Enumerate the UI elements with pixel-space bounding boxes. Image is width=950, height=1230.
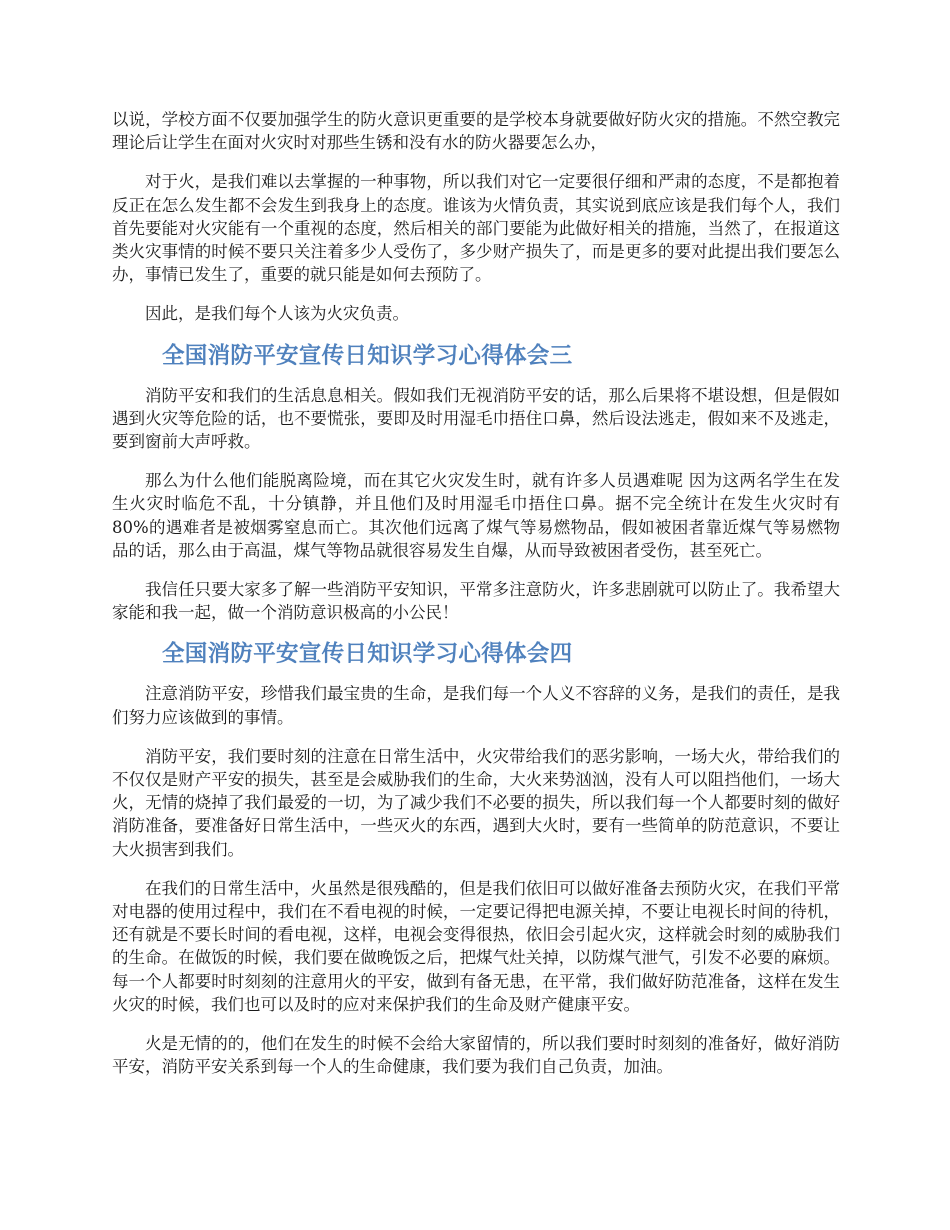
- paragraph-6: 我信任只要大家多了解一些消防平安知识，平常多注意防火，许多悲剧就可以防止了。我希望大家能和我一起，做一个消防意识极高的小公民！: [112, 580, 840, 623]
- paragraph-2: 对于火，是我们难以去掌握的一种事物，所以我们对它一定要很仔细和严肃的态度，不是都抱着反正在怎么发生都不会发生到我身上的态度。谁该为火情负责，其实说到底应该是我们每个人，我们首先要能对火灾能有一个重视的态度，然后相关的部门要能为此做好相关的措施，当然了，在报道这类火灾事情的时候不要只关注着多少人受伤了，多少财产损失了，而是更多的要对此提出我们要怎么办，事情已发生了，重要的就只能是如何去预防了。: [112, 172, 840, 285]
- paragraph-3: 因此，是我们每个人该为火灾负责。: [145, 304, 409, 324]
- paragraph-8: 消防平安，我们要时刻的注意在日常生活中，火灾带给我们的恶劣影响，一场大火，带给我们的不仅仅是财产平安的损失，甚至是会威胁我们的生命，大火来势汹汹，没有人可以阻挡他们，一场大火，无情的烧掉了我们最爱的一切，为了减少我们不必要的损失，所以我们每一个人都要时刻的做好消防准备，要准备好日常生活中，一些灭火的东西，遇到大火时，要有一些简单的防范意识，不要让大火损害到我们。: [112, 746, 840, 859]
- document-body: [112, 108, 840, 1079]
- section-heading-4: 全国消防平安宣传日知识学习心得体会四: [162, 641, 573, 668]
- paragraph-4: 消防平安和我们的生活息息相关。假如我们无视消防平安的话，那么后果将不堪设想，但是假如遇到火灾等危险的话，也不要慌张，要即及时用湿毛巾捂住口鼻，然后设法逃走，假如来不及逃走，要到窗前大声呼救。: [112, 385, 840, 452]
- paragraph-5: 那么为什么他们能脱离险境，而在其它火灾发生时，就有许多人员遇难呢 因为这两名学生在发生火灾时临危不乱，十分镇静，并且他们及时用湿毛巾捂住口鼻。据不完全统计在发生火灾时有 80%的遇难者是被烟雾窒息而亡。其次他们远离了煤气等易燃物品，假如被困者靠近煤气等易燃物品的话，那么由于高温，煤气等物品就很容易发生自爆，从而导致被困者受伤，甚至死亡。: [112, 471, 840, 560]
- paragraph-9: 在我们的日常生活中，火虽然是很残酷的，但是我们依旧可以做好准备去预防火灾，在我们平常对电器的使用过程中，我们在不看电视的时候，一定要记得把电源关掉，不要让电视长时间的待机，还有就是不要长时间的看电视，这样，电视会变得很热，依旧会引起火灾，这样就会时刻的威胁我们的生命。在做饭的时候，我们要在做晚饭之后，把煤气灶关掉，以防煤气泄气，引发不必要的麻烦。每一个人都要时时刻刻的注意用火的平安，做到有备无患，在平常，我们做好防范准备，这样在发生火灾的时候，我们也可以及时的应对来保护我们的生命及财产健康平安。: [112, 878, 840, 1014]
- paragraph-10: 火是无情的的，他们在发生的时候不会给大家留情的，所以我们要时时刻刻的准备好，做好消防平安，消防平安关系到每一个人的生命健康，我们要为我们自己负责，加油。: [112, 1034, 840, 1077]
- paragraph-7: 注意消防平安，珍惜我们最宝贵的生命，是我们每一个人义不容辞的义务，是我们的责任，是我们努力应该做到的事情。: [112, 684, 840, 727]
- section-heading-3: 全国消防平安宣传日知识学习心得体会三: [162, 342, 573, 369]
- paragraph-1: 以说，学校方面不仅要加强学生的防火意识更重要的是学校本身就要做好防火灾的措施。不然空教完理论后让学生在面对火灾时对那些生锈和没有水的防火器要怎么办，: [112, 110, 840, 153]
